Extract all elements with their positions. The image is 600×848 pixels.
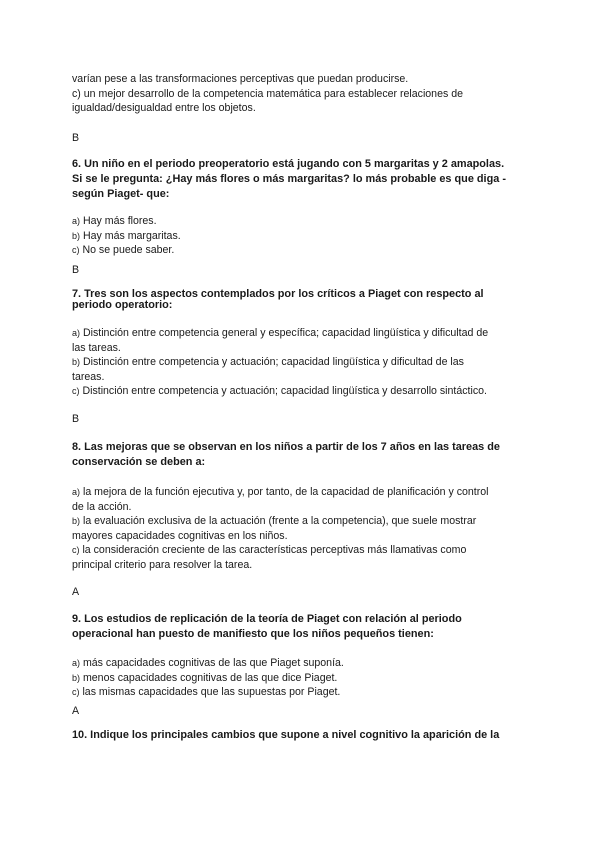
question-7-answer: B [72, 413, 80, 425]
question-8-answer: A [72, 586, 80, 598]
question-9 [72, 612, 524, 642]
question-9-answer: A [72, 705, 80, 717]
intro-line: c) un mejor desarrollo de la competencia matemática para establecer relaciones de [72, 87, 463, 100]
question-line: operacional han puesto de manifiesto que los niños pequeños tienen: [72, 628, 434, 640]
option-a-cont: de la acción. [72, 500, 132, 513]
question-6 [72, 157, 524, 202]
question-8 [72, 440, 524, 470]
option-b: b) Distinción entre competencia y actuación; capacidad lingüística y dificultad de las [72, 356, 464, 369]
question-line: según Piaget- que: [72, 188, 170, 200]
intro-line: igualdad/desigualdad entre los objetos. [72, 102, 256, 115]
question-6-options [72, 214, 524, 258]
option-c: c) la consideración creciente de las características perceptivas más llamativas como [72, 544, 467, 557]
option-c-cont: principal criterio para resolver la tarea. [72, 558, 253, 571]
intro-answer: B [72, 132, 80, 144]
option-c: c) las mismas capacidades que las supuestas por Piaget. [72, 686, 341, 699]
intro-line: varían pese a las transformaciones perceptivas que puedan producirse. [72, 73, 409, 85]
question-line: 7. Tres son los aspectos contemplados por los críticos a Piaget con respecto al [72, 288, 484, 300]
intro-text [72, 72, 524, 116]
question-6-answer: B [72, 264, 80, 276]
option-a-cont: las tareas. [72, 341, 121, 354]
question-9-options [72, 656, 524, 700]
question-line: periodo operatorio: [72, 299, 173, 311]
option-a: a) más capacidades cognitivas de las que Piaget suponía. [72, 657, 344, 669]
question-line: Si se le pregunta: ¿Hay más flores o más margaritas? lo más probable es que diga - [72, 173, 506, 185]
option-c: c) No se puede saber. [72, 244, 175, 257]
question-line: 6. Un niño en el periodo preoperatorio está jugando con 5 margaritas y 2 amapolas. [72, 158, 505, 170]
option-a: a) la mejora de la función ejecutiva y, por tanto, de la capacidad de planificación y control [72, 486, 489, 498]
option-b-cont: tareas. [72, 370, 105, 383]
question-7 [72, 287, 524, 313]
question-line: 9. Los estudios de replicación de la teoría de Piaget con relación al periodo [72, 613, 462, 625]
option-a: a) Hay más flores. [72, 215, 157, 227]
option-b: b) menos capacidades cognitivas de las que dice Piaget. [72, 671, 338, 684]
option-b: b) Hay más margaritas. [72, 229, 181, 242]
question-line: 8. Las mejoras que se observan en los niños a partir de los 7 años en las tareas de [72, 441, 500, 453]
question-7-options [72, 326, 524, 399]
option-b: b) la evaluación exclusiva de la actuación (frente a la competencia), que suele mostrar [72, 515, 477, 528]
question-10 [72, 728, 524, 743]
option-a: a) Distinción entre competencia general y específica; capacidad lingüística y dificultad de [72, 327, 489, 339]
option-c: c) Distinción entre competencia y actuación; capacidad lingüística y desarrollo sintáctico. [72, 385, 487, 398]
question-line: conservación se deben a: [72, 456, 206, 468]
question-8-options [72, 485, 524, 573]
question-line: 10. Indique los principales cambios que supone a nivel cognitivo la aparición de la [72, 729, 500, 741]
option-b-cont: mayores capacidades cognitivas en los niños. [72, 529, 288, 542]
